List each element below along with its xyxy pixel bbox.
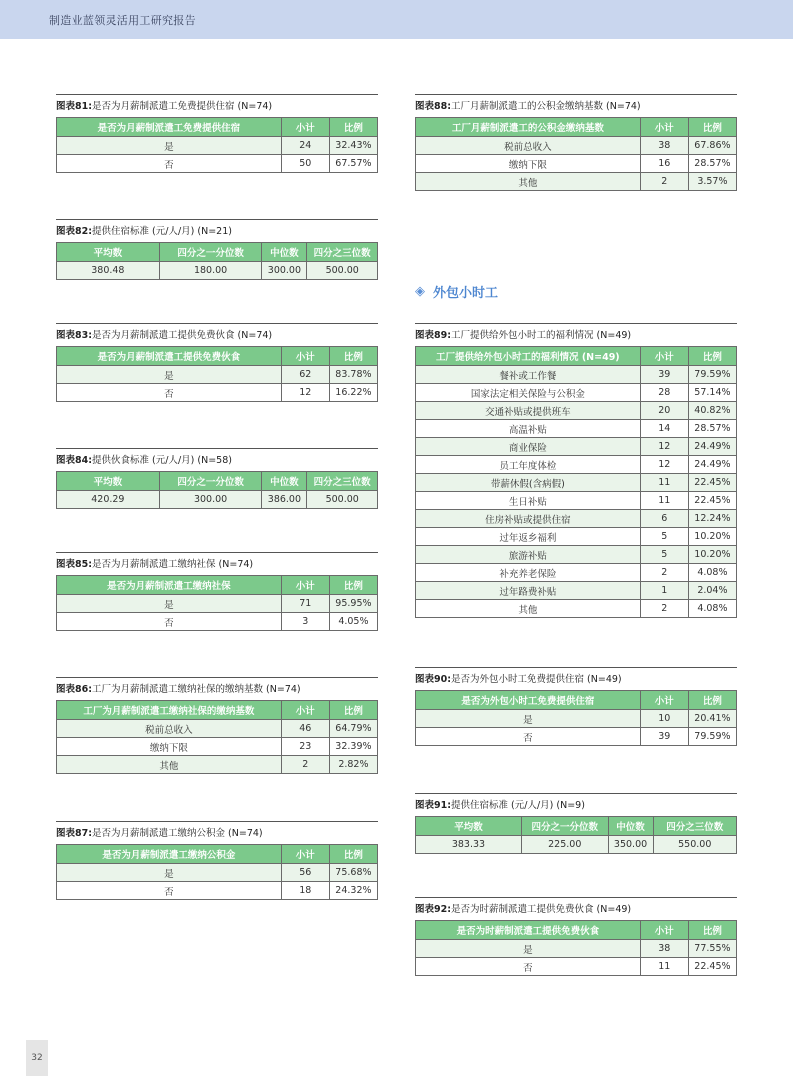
table-row [57, 720, 378, 738]
table-caption [415, 329, 737, 343]
data-table [415, 117, 737, 191]
caption-title: 是否为月薪制派遣工免费提供住宿 (N=74) [92, 101, 273, 112]
table-row [416, 600, 737, 618]
table-row [416, 836, 737, 854]
caption-title: 是否为时薪制派遣工提供免费伙食 (N=49) [451, 904, 632, 915]
table-cell: 350.00 [608, 836, 653, 854]
table-row [416, 402, 737, 420]
table-row [57, 595, 378, 613]
table-cell: 否 [57, 155, 282, 173]
table-row [57, 864, 378, 882]
table-cell: 否 [416, 958, 641, 976]
table-cell: 14 [640, 420, 688, 438]
divider [415, 667, 737, 668]
divider [415, 323, 737, 324]
caption-title: 是否为月薪制派遣工缴纳社保 (N=74) [92, 559, 254, 570]
data-table [56, 242, 378, 280]
table-cell: 500.00 [307, 262, 378, 280]
table-cell: 420.29 [57, 491, 160, 509]
table-row [416, 366, 737, 384]
caption-label: 图表92: [415, 904, 452, 915]
table-cell: 28.57% [688, 420, 736, 438]
table-cell: 带薪休假(含病假) [416, 474, 641, 492]
table-cell: 否 [416, 728, 641, 746]
divider [56, 219, 378, 220]
table-cell: 是 [57, 595, 282, 613]
caption-title: 工厂月薪制派遣工的公积金缴纳基数 (N=74) [451, 101, 641, 112]
caption-label: 图表90: [415, 674, 452, 685]
table-cell: 10.20% [688, 546, 736, 564]
table-cell: 2.82% [329, 756, 377, 774]
table-cell: 24.32% [329, 882, 377, 900]
table-row [57, 384, 378, 402]
table-cell: 67.86% [688, 137, 736, 155]
table-cell: 旅游补贴 [416, 546, 641, 564]
table-cell: 39 [640, 728, 688, 746]
table-cell: 2 [640, 600, 688, 618]
section-title: 外包小时工 [433, 285, 499, 301]
caption-title: 是否为月薪制派遣工缴纳公积金 (N=74) [92, 828, 263, 839]
table-caption [56, 454, 378, 468]
table-cell: 386.00 [262, 491, 307, 509]
table-cell: 3.57% [688, 173, 736, 191]
caption-label: 图表86: [56, 684, 93, 695]
table-cell: 38 [640, 137, 688, 155]
table-row [416, 137, 737, 155]
table-cell: 2.04% [688, 582, 736, 600]
table-cell: 79.59% [688, 728, 736, 746]
table-cell: 57.14% [688, 384, 736, 402]
caption-label: 图表88: [415, 101, 452, 112]
table-cell: 180.00 [159, 262, 262, 280]
table-cell: 23 [281, 738, 329, 756]
column-header: 四分之一分位数 [159, 243, 262, 262]
table-cell: 否 [57, 882, 282, 900]
table-cell: 38 [640, 940, 688, 958]
table-caption [56, 827, 378, 841]
table-block [415, 323, 737, 618]
table-header-row [57, 243, 378, 262]
table-header-row [57, 701, 378, 720]
column-header: 小计 [281, 576, 329, 595]
column-header: 平均数 [416, 817, 522, 836]
table-caption [56, 683, 378, 697]
column-header: 比例 [688, 347, 736, 366]
data-table [56, 471, 378, 509]
data-table [56, 844, 378, 900]
table-cell: 18 [281, 882, 329, 900]
table-cell: 24.49% [688, 456, 736, 474]
table-cell: 50 [281, 155, 329, 173]
table-cell: 4.08% [688, 564, 736, 582]
table-cell: 否 [57, 613, 282, 631]
table-cell: 否 [57, 384, 282, 402]
table-caption [56, 558, 378, 572]
table-block [56, 821, 378, 900]
table-cell: 20.41% [688, 710, 736, 728]
table-row [57, 882, 378, 900]
table-block [415, 793, 737, 854]
table-cell: 12 [281, 384, 329, 402]
caption-title: 工厂为月薪制派遣工缴纳社保的缴纳基数 (N=74) [92, 684, 301, 695]
data-table [415, 346, 737, 618]
table-cell: 62 [281, 366, 329, 384]
table-cell: 24 [281, 137, 329, 155]
table-block [415, 94, 737, 191]
table-caption [56, 225, 378, 239]
table-cell: 56 [281, 864, 329, 882]
table-cell: 11 [640, 958, 688, 976]
table-header-row [57, 472, 378, 491]
table-cell: 22.45% [688, 958, 736, 976]
column-header: 是否为月薪制派遣工缴纳社保 [57, 576, 282, 595]
table-cell: 缴纳下限 [57, 738, 282, 756]
report-header [0, 0, 793, 39]
table-cell: 67.57% [329, 155, 377, 173]
column-header: 中位数 [262, 243, 307, 262]
data-table [415, 690, 737, 746]
column-header: 比例 [329, 701, 377, 720]
data-table [56, 117, 378, 173]
divider [415, 94, 737, 95]
caption-title: 是否为外包小时工免费提供住宿 (N=49) [451, 674, 622, 685]
column-header: 比例 [329, 118, 377, 137]
data-table [415, 920, 737, 976]
table-cell: 12.24% [688, 510, 736, 528]
caption-label: 图表85: [56, 559, 93, 570]
column-header: 中位数 [262, 472, 307, 491]
diamond-icon: ◈ [415, 283, 425, 299]
table-cell: 500.00 [307, 491, 378, 509]
table-row [416, 438, 737, 456]
table-cell: 税前总收入 [416, 137, 641, 155]
table-header-row [57, 118, 378, 137]
column-header: 小计 [281, 347, 329, 366]
caption-label: 图表82: [56, 226, 93, 237]
table-cell: 过年路费补贴 [416, 582, 641, 600]
divider [56, 677, 378, 678]
divider [56, 448, 378, 449]
table-cell: 79.59% [688, 366, 736, 384]
table-block [415, 897, 737, 976]
column-header: 小计 [281, 701, 329, 720]
table-cell: 是 [416, 940, 641, 958]
caption-label: 图表87: [56, 828, 93, 839]
table-header-row [416, 347, 737, 366]
caption-title: 提供住宿标准 (元/人/月) (N=21) [92, 226, 232, 237]
table-row [57, 366, 378, 384]
table-row [416, 173, 737, 191]
table-cell: 是 [416, 710, 641, 728]
table-cell: 40.82% [688, 402, 736, 420]
column-header: 比例 [688, 691, 736, 710]
table-row [416, 528, 737, 546]
caption-label: 图表89: [415, 330, 452, 341]
table-cell: 22.45% [688, 492, 736, 510]
table-cell: 32.43% [329, 137, 377, 155]
table-cell: 16 [640, 155, 688, 173]
caption-title: 工厂提供给外包小时工的福利情况 (N=49) [451, 330, 632, 341]
table-row [416, 710, 737, 728]
table-row [57, 262, 378, 280]
table-cell: 11 [640, 492, 688, 510]
column-header: 四分之三位数 [653, 817, 736, 836]
table-cell: 300.00 [159, 491, 262, 509]
table-cell: 39 [640, 366, 688, 384]
table-row [416, 728, 737, 746]
table-caption [415, 903, 737, 917]
table-cell: 10.20% [688, 528, 736, 546]
page-number: 32 [26, 1040, 48, 1076]
caption-title: 是否为月薪制派遣工提供免费伙食 (N=74) [92, 330, 273, 341]
table-cell: 员工年度体检 [416, 456, 641, 474]
table-row [416, 456, 737, 474]
table-block [415, 667, 737, 746]
table-cell: 10 [640, 710, 688, 728]
table-row [416, 958, 737, 976]
column-header: 比例 [688, 118, 736, 137]
caption-label: 图表83: [56, 330, 93, 341]
table-block [56, 219, 378, 280]
column-header: 中位数 [608, 817, 653, 836]
caption-title: 提供住宿标准 (元/人/月) (N=9) [451, 800, 585, 811]
column-header: 四分之一分位数 [521, 817, 608, 836]
column-header: 平均数 [57, 472, 160, 491]
table-block [56, 323, 378, 402]
table-row [416, 492, 737, 510]
table-cell: 商业保险 [416, 438, 641, 456]
table-cell: 28.57% [688, 155, 736, 173]
data-table [56, 700, 378, 774]
divider [56, 552, 378, 553]
table-cell: 95.95% [329, 595, 377, 613]
table-cell: 64.79% [329, 720, 377, 738]
table-header-row [57, 576, 378, 595]
column-header: 比例 [329, 576, 377, 595]
table-cell: 2 [640, 173, 688, 191]
column-header: 比例 [329, 347, 377, 366]
column-header: 小计 [640, 347, 688, 366]
table-row [416, 155, 737, 173]
column-header: 四分之三位数 [307, 243, 378, 262]
table-row [416, 582, 737, 600]
table-cell: 国家法定相关保险与公积金 [416, 384, 641, 402]
table-cell: 5 [640, 528, 688, 546]
table-cell: 3 [281, 613, 329, 631]
table-header-row [416, 118, 737, 137]
table-cell: 12 [640, 438, 688, 456]
table-cell: 28 [640, 384, 688, 402]
caption-label: 图表81: [56, 101, 93, 112]
column-header: 四分之一分位数 [159, 472, 262, 491]
section-heading [415, 281, 498, 301]
caption-label: 图表91: [415, 800, 452, 811]
table-cell: 生日补贴 [416, 492, 641, 510]
table-cell: 4.05% [329, 613, 377, 631]
table-cell: 32.39% [329, 738, 377, 756]
table-cell: 550.00 [653, 836, 736, 854]
data-table [415, 816, 737, 854]
column-header: 小计 [640, 921, 688, 940]
table-row [57, 756, 378, 774]
table-row [57, 491, 378, 509]
table-row [416, 564, 737, 582]
column-header: 小计 [640, 118, 688, 137]
table-cell: 交通补贴或提供班车 [416, 402, 641, 420]
table-block [56, 552, 378, 631]
table-header-row [57, 347, 378, 366]
column-header: 是否为月薪制派遣工缴纳公积金 [57, 845, 282, 864]
table-row [57, 155, 378, 173]
column-header: 小计 [640, 691, 688, 710]
column-header: 是否为月薪制派遣工提供免费伙食 [57, 347, 282, 366]
column-header: 比例 [688, 921, 736, 940]
column-header: 是否为月薪制派遣工免费提供住宿 [57, 118, 282, 137]
table-cell: 是 [57, 137, 282, 155]
table-header-row [416, 921, 737, 940]
table-block [56, 94, 378, 173]
data-table [56, 346, 378, 402]
table-cell: 383.33 [416, 836, 522, 854]
column-header: 比例 [329, 845, 377, 864]
divider [415, 793, 737, 794]
divider [415, 897, 737, 898]
table-cell: 77.55% [688, 940, 736, 958]
table-row [416, 384, 737, 402]
table-cell: 24.49% [688, 438, 736, 456]
table-row [57, 613, 378, 631]
table-cell: 缴纳下限 [416, 155, 641, 173]
table-cell: 其他 [57, 756, 282, 774]
table-cell: 225.00 [521, 836, 608, 854]
table-cell: 住房补贴或提供住宿 [416, 510, 641, 528]
table-row [416, 510, 737, 528]
column-header: 小计 [281, 845, 329, 864]
table-block [56, 677, 378, 774]
table-cell: 过年返乡福利 [416, 528, 641, 546]
table-cell: 是 [57, 864, 282, 882]
table-cell: 税前总收入 [57, 720, 282, 738]
table-cell: 6 [640, 510, 688, 528]
table-cell: 其他 [416, 173, 641, 191]
column-header: 工厂月薪制派遣工的公积金缴纳基数 [416, 118, 641, 137]
table-caption [56, 329, 378, 343]
report-title: 制造业蓝领灵活用工研究报告 [49, 14, 196, 27]
table-cell: 1 [640, 582, 688, 600]
table-cell: 71 [281, 595, 329, 613]
table-cell: 16.22% [329, 384, 377, 402]
table-cell: 22.45% [688, 474, 736, 492]
table-row [416, 546, 737, 564]
table-row [57, 137, 378, 155]
column-header: 是否为时薪制派遣工提供免费伙食 [416, 921, 641, 940]
table-cell: 2 [281, 756, 329, 774]
column-header: 工厂提供给外包小时工的福利情况 (N=49) [416, 347, 641, 366]
table-cell: 5 [640, 546, 688, 564]
table-cell: 补充养老保险 [416, 564, 641, 582]
table-row [57, 738, 378, 756]
divider [56, 821, 378, 822]
table-cell: 11 [640, 474, 688, 492]
table-row [416, 940, 737, 958]
table-caption [415, 100, 737, 114]
column-header: 工厂为月薪制派遣工缴纳社保的缴纳基数 [57, 701, 282, 720]
column-header: 平均数 [57, 243, 160, 262]
column-header: 四分之三位数 [307, 472, 378, 491]
table-header-row [416, 817, 737, 836]
table-cell: 380.48 [57, 262, 160, 280]
table-caption [415, 799, 737, 813]
table-cell: 83.78% [329, 366, 377, 384]
table-cell: 4.08% [688, 600, 736, 618]
table-row [416, 420, 737, 438]
table-cell: 是 [57, 366, 282, 384]
table-header-row [57, 845, 378, 864]
caption-title: 提供伙食标准 (元/人/月) (N=58) [92, 455, 232, 466]
divider [56, 323, 378, 324]
data-table [56, 575, 378, 631]
table-cell: 餐补或工作餐 [416, 366, 641, 384]
table-cell: 高温补贴 [416, 420, 641, 438]
table-header-row [416, 691, 737, 710]
table-cell: 12 [640, 456, 688, 474]
table-cell: 75.68% [329, 864, 377, 882]
column-header: 是否为外包小时工免费提供住宿 [416, 691, 641, 710]
table-cell: 300.00 [262, 262, 307, 280]
divider [56, 94, 378, 95]
caption-label: 图表84: [56, 455, 93, 466]
table-row [416, 474, 737, 492]
table-cell: 46 [281, 720, 329, 738]
table-cell: 2 [640, 564, 688, 582]
table-cell: 20 [640, 402, 688, 420]
table-caption [56, 100, 378, 114]
table-caption [415, 673, 737, 687]
table-cell: 其他 [416, 600, 641, 618]
column-header: 小计 [281, 118, 329, 137]
table-block [56, 448, 378, 509]
